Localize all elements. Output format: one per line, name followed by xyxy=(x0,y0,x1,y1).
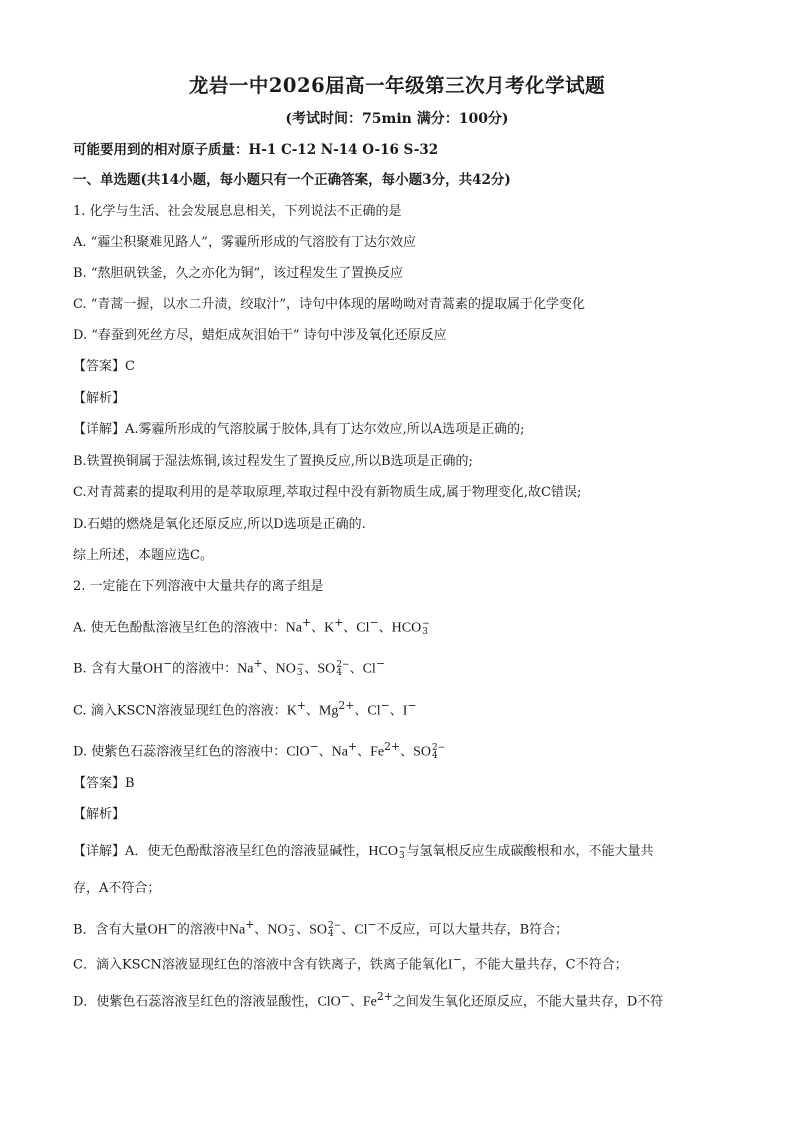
question-2-analysis-label: 【解析】 xyxy=(73,807,126,822)
question-1-detail-1: 【详解】A.雾霾所形成的气溶胶属于胶体,具有丁达尔效应,所以A选项是正确的; xyxy=(73,422,525,437)
question-1-summary: 综上所述，本题应选C。 xyxy=(73,548,213,563)
question-2-detail-a-cont: 存，A不符合； xyxy=(73,881,161,896)
exam-info: (考试时间：75min 满分：100分) xyxy=(285,111,509,127)
question-1-stem: 1. 化学与生活、社会发展息息相关，下列说法不正确的是 xyxy=(73,204,402,219)
question-1-detail-2: B.铁置换铜属于湿法炼铜,该过程发生了置换反应,所以B选项是正确的; xyxy=(73,454,473,469)
question-2-detail-c: C．滴入KSCN溶液显现红色的溶液中含有铁离子，铁离子能氧化I−，不能大量共存，C不符合； xyxy=(73,953,628,973)
question-1-option-b: B. “熬胆矾铁釜，久之亦化为铜”，该过程发生了置换反应 xyxy=(73,266,404,281)
question-1-detail-4: D.石蜡的燃烧是氧化还原反应,所以D选项是正确的. xyxy=(73,517,366,532)
question-1-option-a: A. “霾尘积聚难见路人”，雾霾所形成的气溶胶有丁达尔效应 xyxy=(73,235,416,250)
question-1-answer: 【答案】C xyxy=(73,359,135,374)
atomic-masses: 可能要用到的相对原子质量：H-1 C-12 N-14 O-16 S-32 xyxy=(73,142,439,158)
question-2-stem: 2. 一定能在下列溶液中大量共存的离子组是 xyxy=(73,579,324,594)
question-2-detail-b: B．含有大量OH−的溶液中Na+、NO − 3 、SO 2− 4 、Cl−不反应，可以大量共存，B符合； xyxy=(73,918,569,939)
question-2-detail-a: 【详解】A．使无色酚酞溶液呈红色的溶液显碱性，HCO − 3 与氢氧根反应生成碳酸根和水，不能大量共 xyxy=(73,842,654,861)
question-2-option-c: C. 滴入KSCN溶液显现红色的溶液：K+、$Mg^{2+}$、Cl−、I− xyxy=(73,699,417,719)
question-2-option-b: B. 含有大量OH−的溶液中：Na+、NO − 3 、SO 2− 4 、Cl− xyxy=(73,657,385,678)
question-2-detail-d: D．使紫色石蕊溶液呈红色的溶液显酸性，ClO−、$Fe^{2+}$之间发生氧化还原反应，不能大量共存，D不符 xyxy=(73,990,664,1010)
question-2-option-d: D. 使紫色石蕊溶液呈红色的溶液中：ClO−、Na+、$Fe^{2+}$、SO 2− 4 xyxy=(73,740,446,761)
question-1-option-d: D. “春蚕到死丝方尽，蜡炬成灰泪始干” 诗句中涉及氧化还原反应 xyxy=(73,328,447,343)
question-1-option-c: C. “青蒿一握，以水二升渍，绞取汁”，诗句中体现的屠呦呦对青蒿素的提取属于化学变化 xyxy=(73,297,586,312)
section-heading: 一、单选题(共14小题，每小题只有一个正确答案，每小题3分，共42分) xyxy=(73,172,511,188)
question-2-answer: 【答案】B xyxy=(73,776,135,791)
question-1-analysis-label: 【解析】 xyxy=(73,391,126,406)
question-1-detail-3: C.对青蒿素的提取利用的是萃取原理,萃取过程中没有新物质生成,属于物理变化,故C错误; xyxy=(73,485,582,500)
question-2-option-a: A. 使无色酚酞溶液呈红色的溶液中：Na+、K+、Cl−、HCO − 3 xyxy=(73,616,430,637)
page-title: 龙岩一中2026届高一年级第三次月考化学试题 xyxy=(188,74,606,97)
